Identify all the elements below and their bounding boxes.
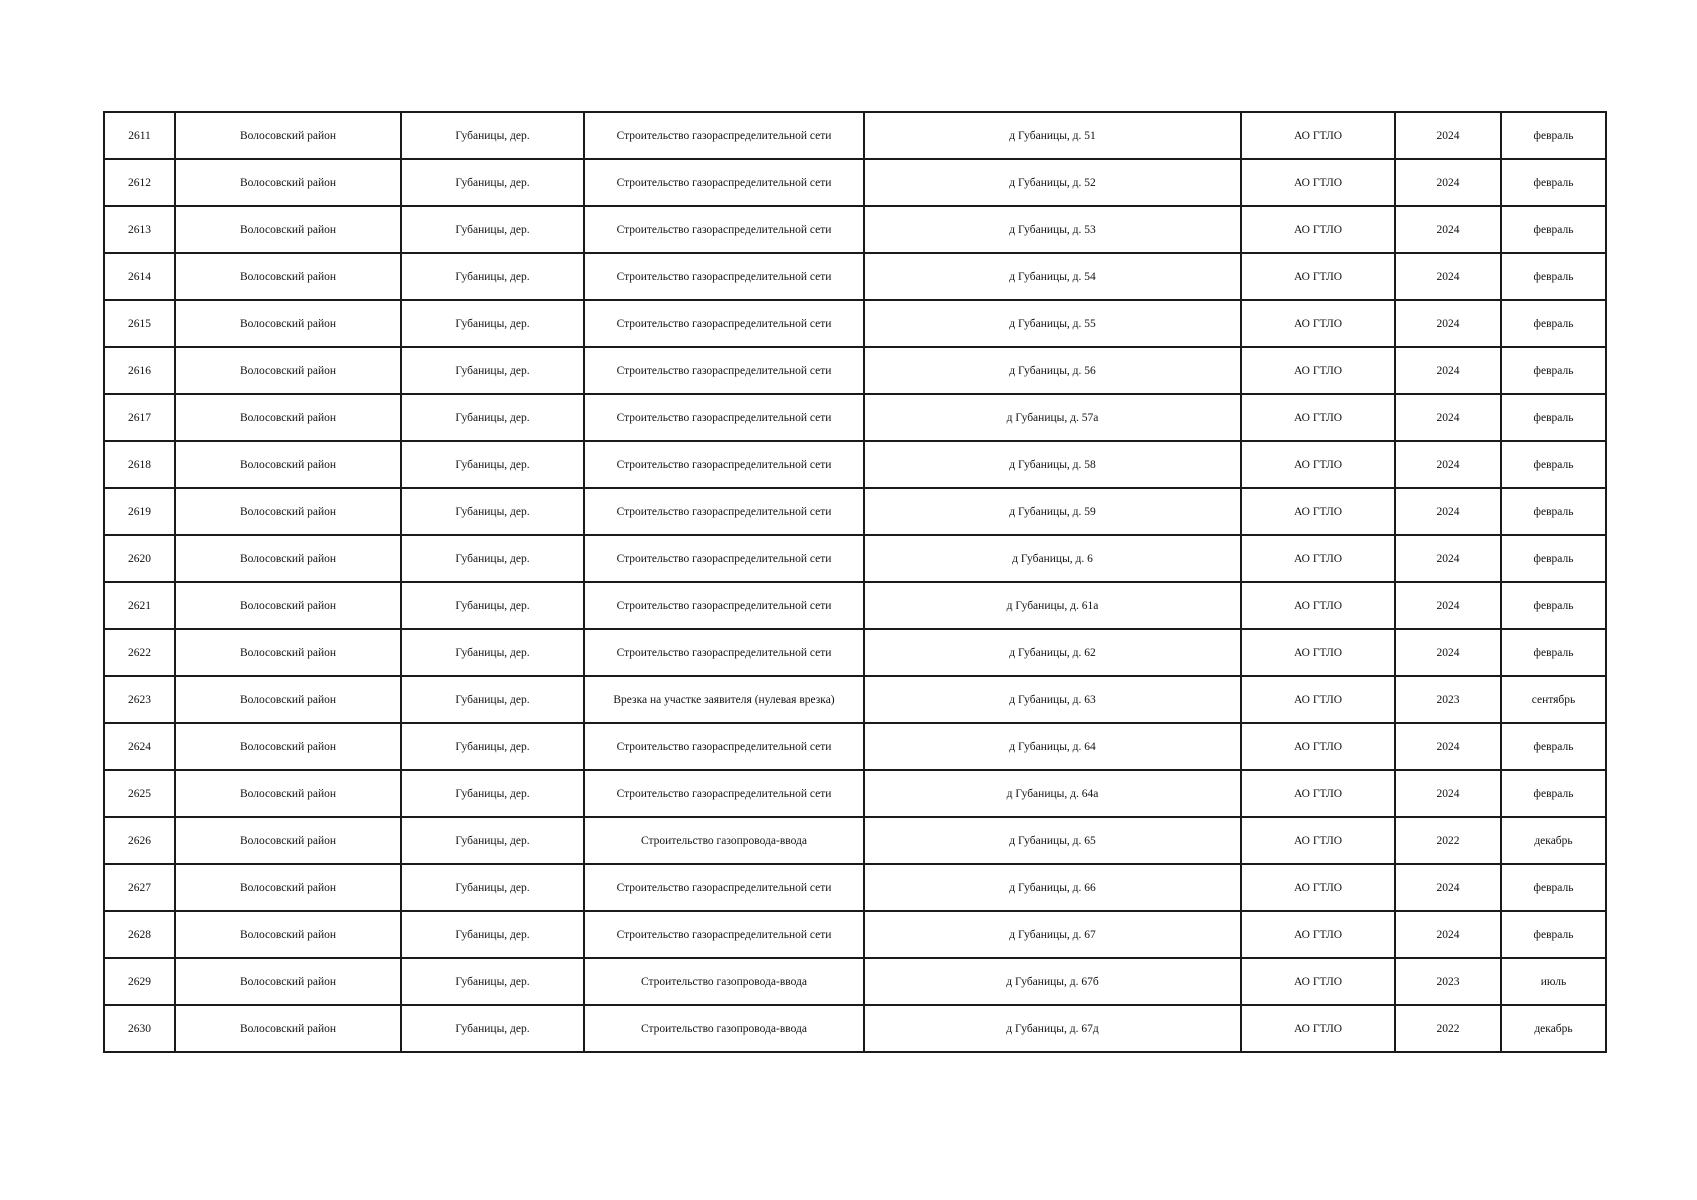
- cell-row-number: 2626: [104, 817, 175, 864]
- cell-address: д Губаницы, д. 56: [864, 347, 1241, 394]
- gas-connection-table: [103, 111, 1607, 1053]
- cell-settlement: Губаницы, дер.: [401, 394, 584, 441]
- cell-month: февраль: [1501, 206, 1606, 253]
- table-row: [104, 112, 1606, 159]
- cell-settlement: Губаницы, дер.: [401, 817, 584, 864]
- table-row: [104, 911, 1606, 958]
- cell-work-type: Строительство газораспределительной сети: [584, 206, 864, 253]
- cell-organization: АО ГТЛО: [1241, 770, 1395, 817]
- cell-row-number: 2611: [104, 112, 175, 159]
- cell-work-type: Строительство газораспределительной сети: [584, 629, 864, 676]
- cell-year: 2024: [1395, 112, 1501, 159]
- cell-district: Волосовский район: [175, 582, 401, 629]
- cell-row-number: 2621: [104, 582, 175, 629]
- cell-year: 2024: [1395, 441, 1501, 488]
- cell-district: Волосовский район: [175, 958, 401, 1005]
- cell-organization: АО ГТЛО: [1241, 488, 1395, 535]
- cell-row-number: 2617: [104, 394, 175, 441]
- table-row: [104, 394, 1606, 441]
- cell-year: 2024: [1395, 535, 1501, 582]
- cell-work-type: Строительство газораспределительной сети: [584, 864, 864, 911]
- cell-year: 2024: [1395, 911, 1501, 958]
- cell-district: Волосовский район: [175, 441, 401, 488]
- cell-district: Волосовский район: [175, 770, 401, 817]
- cell-month: февраль: [1501, 723, 1606, 770]
- cell-month: февраль: [1501, 300, 1606, 347]
- cell-settlement: Губаницы, дер.: [401, 723, 584, 770]
- cell-year: 2024: [1395, 300, 1501, 347]
- cell-month: февраль: [1501, 347, 1606, 394]
- cell-month: февраль: [1501, 770, 1606, 817]
- cell-district: Волосовский район: [175, 253, 401, 300]
- cell-address: д Губаницы, д. 66: [864, 864, 1241, 911]
- cell-settlement: Губаницы, дер.: [401, 676, 584, 723]
- cell-month: февраль: [1501, 629, 1606, 676]
- cell-row-number: 2629: [104, 958, 175, 1005]
- cell-district: Волосовский район: [175, 1005, 401, 1052]
- cell-settlement: Губаницы, дер.: [401, 347, 584, 394]
- cell-work-type: Строительство газораспределительной сети: [584, 441, 864, 488]
- table-row: [104, 864, 1606, 911]
- cell-organization: АО ГТЛО: [1241, 300, 1395, 347]
- table-row: [104, 629, 1606, 676]
- cell-district: Волосовский район: [175, 112, 401, 159]
- cell-year: 2024: [1395, 206, 1501, 253]
- cell-work-type: Строительство газораспределительной сети: [584, 723, 864, 770]
- cell-work-type: Строительство газораспределительной сети: [584, 535, 864, 582]
- cell-organization: АО ГТЛО: [1241, 159, 1395, 206]
- cell-settlement: Губаницы, дер.: [401, 1005, 584, 1052]
- table-row: [104, 817, 1606, 864]
- cell-work-type: Строительство газораспределительной сети: [584, 300, 864, 347]
- cell-settlement: Губаницы, дер.: [401, 911, 584, 958]
- cell-settlement: Губаницы, дер.: [401, 770, 584, 817]
- cell-address: д Губаницы, д. 65: [864, 817, 1241, 864]
- cell-work-type: Строительство газораспределительной сети: [584, 112, 864, 159]
- cell-address: д Губаницы, д. 51: [864, 112, 1241, 159]
- cell-settlement: Губаницы, дер.: [401, 441, 584, 488]
- cell-work-type: Строительство газопровода-ввода: [584, 817, 864, 864]
- cell-year: 2024: [1395, 723, 1501, 770]
- cell-month: февраль: [1501, 394, 1606, 441]
- cell-district: Волосовский район: [175, 347, 401, 394]
- cell-settlement: Губаницы, дер.: [401, 488, 584, 535]
- cell-district: Волосовский район: [175, 817, 401, 864]
- cell-month: сентябрь: [1501, 676, 1606, 723]
- cell-organization: АО ГТЛО: [1241, 676, 1395, 723]
- cell-address: д Губаницы, д. 59: [864, 488, 1241, 535]
- cell-settlement: Губаницы, дер.: [401, 629, 584, 676]
- cell-year: 2022: [1395, 817, 1501, 864]
- cell-address: д Губаницы, д. 63: [864, 676, 1241, 723]
- cell-settlement: Губаницы, дер.: [401, 159, 584, 206]
- table-body: [104, 112, 1606, 1052]
- cell-row-number: 2615: [104, 300, 175, 347]
- cell-address: д Губаницы, д. 6: [864, 535, 1241, 582]
- cell-settlement: Губаницы, дер.: [401, 535, 584, 582]
- table-row: [104, 159, 1606, 206]
- cell-district: Волосовский район: [175, 394, 401, 441]
- cell-organization: АО ГТЛО: [1241, 864, 1395, 911]
- cell-month: июль: [1501, 958, 1606, 1005]
- cell-year: 2024: [1395, 770, 1501, 817]
- cell-organization: АО ГТЛО: [1241, 723, 1395, 770]
- table-row: [104, 206, 1606, 253]
- cell-organization: АО ГТЛО: [1241, 112, 1395, 159]
- cell-year: 2024: [1395, 347, 1501, 394]
- cell-address: д Губаницы, д. 61а: [864, 582, 1241, 629]
- cell-work-type: Строительство газопровода-ввода: [584, 1005, 864, 1052]
- cell-address: д Губаницы, д. 67: [864, 911, 1241, 958]
- table-row: [104, 300, 1606, 347]
- cell-organization: АО ГТЛО: [1241, 582, 1395, 629]
- cell-settlement: Губаницы, дер.: [401, 300, 584, 347]
- cell-work-type: Строительство газораспределительной сети: [584, 582, 864, 629]
- cell-settlement: Губаницы, дер.: [401, 958, 584, 1005]
- table-row: [104, 1005, 1606, 1052]
- cell-district: Волосовский район: [175, 300, 401, 347]
- cell-district: Волосовский район: [175, 676, 401, 723]
- cell-settlement: Губаницы, дер.: [401, 112, 584, 159]
- table-row: [104, 582, 1606, 629]
- table-row: [104, 488, 1606, 535]
- cell-year: 2024: [1395, 629, 1501, 676]
- cell-row-number: 2618: [104, 441, 175, 488]
- cell-year: 2024: [1395, 394, 1501, 441]
- cell-district: Волосовский район: [175, 159, 401, 206]
- cell-month: февраль: [1501, 488, 1606, 535]
- cell-address: д Губаницы, д. 62: [864, 629, 1241, 676]
- cell-work-type: Строительство газораспределительной сети: [584, 911, 864, 958]
- cell-year: 2023: [1395, 958, 1501, 1005]
- cell-district: Волосовский район: [175, 864, 401, 911]
- cell-address: д Губаницы, д. 64а: [864, 770, 1241, 817]
- cell-row-number: 2620: [104, 535, 175, 582]
- cell-organization: АО ГТЛО: [1241, 206, 1395, 253]
- cell-row-number: 2624: [104, 723, 175, 770]
- cell-row-number: 2619: [104, 488, 175, 535]
- cell-work-type: Строительство газораспределительной сети: [584, 770, 864, 817]
- cell-month: февраль: [1501, 112, 1606, 159]
- cell-row-number: 2623: [104, 676, 175, 723]
- cell-month: февраль: [1501, 911, 1606, 958]
- cell-month: февраль: [1501, 535, 1606, 582]
- cell-work-type: Строительство газораспределительной сети: [584, 253, 864, 300]
- cell-row-number: 2613: [104, 206, 175, 253]
- cell-organization: АО ГТЛО: [1241, 958, 1395, 1005]
- table-row: [104, 676, 1606, 723]
- cell-district: Волосовский район: [175, 629, 401, 676]
- cell-address: д Губаницы, д. 57а: [864, 394, 1241, 441]
- cell-organization: АО ГТЛО: [1241, 347, 1395, 394]
- cell-address: д Губаницы, д. 67б: [864, 958, 1241, 1005]
- cell-organization: АО ГТЛО: [1241, 253, 1395, 300]
- table-row: [104, 723, 1606, 770]
- table-row: [104, 958, 1606, 1005]
- table-row: [104, 253, 1606, 300]
- cell-address: д Губаницы, д. 67д: [864, 1005, 1241, 1052]
- cell-month: февраль: [1501, 441, 1606, 488]
- cell-work-type: Строительство газораспределительной сети: [584, 347, 864, 394]
- table-row: [104, 770, 1606, 817]
- cell-row-number: 2630: [104, 1005, 175, 1052]
- cell-row-number: 2628: [104, 911, 175, 958]
- cell-district: Волосовский район: [175, 488, 401, 535]
- cell-settlement: Губаницы, дер.: [401, 864, 584, 911]
- cell-district: Волосовский район: [175, 535, 401, 582]
- cell-district: Волосовский район: [175, 911, 401, 958]
- cell-organization: АО ГТЛО: [1241, 629, 1395, 676]
- cell-year: 2022: [1395, 1005, 1501, 1052]
- cell-organization: АО ГТЛО: [1241, 535, 1395, 582]
- cell-year: 2024: [1395, 488, 1501, 535]
- cell-settlement: Губаницы, дер.: [401, 582, 584, 629]
- cell-organization: АО ГТЛО: [1241, 911, 1395, 958]
- cell-district: Волосовский район: [175, 723, 401, 770]
- cell-year: 2024: [1395, 159, 1501, 206]
- cell-work-type: Врезка на участке заявителя (нулевая врезка): [584, 676, 864, 723]
- cell-work-type: Строительство газораспределительной сети: [584, 394, 864, 441]
- cell-row-number: 2627: [104, 864, 175, 911]
- cell-work-type: Строительство газораспределительной сети: [584, 488, 864, 535]
- cell-settlement: Губаницы, дер.: [401, 206, 584, 253]
- cell-address: д Губаницы, д. 52: [864, 159, 1241, 206]
- cell-address: д Губаницы, д. 53: [864, 206, 1241, 253]
- cell-row-number: 2616: [104, 347, 175, 394]
- cell-settlement: Губаницы, дер.: [401, 253, 584, 300]
- cell-district: Волосовский район: [175, 206, 401, 253]
- cell-month: декабрь: [1501, 1005, 1606, 1052]
- cell-row-number: 2612: [104, 159, 175, 206]
- cell-month: февраль: [1501, 864, 1606, 911]
- cell-year: 2024: [1395, 582, 1501, 629]
- cell-month: февраль: [1501, 159, 1606, 206]
- cell-year: 2023: [1395, 676, 1501, 723]
- cell-year: 2024: [1395, 253, 1501, 300]
- table-row: [104, 441, 1606, 488]
- table-row: [104, 535, 1606, 582]
- cell-address: д Губаницы, д. 54: [864, 253, 1241, 300]
- cell-address: д Губаницы, д. 55: [864, 300, 1241, 347]
- cell-year: 2024: [1395, 864, 1501, 911]
- cell-month: февраль: [1501, 582, 1606, 629]
- cell-month: декабрь: [1501, 817, 1606, 864]
- cell-work-type: Строительство газопровода-ввода: [584, 958, 864, 1005]
- cell-address: д Губаницы, д. 58: [864, 441, 1241, 488]
- cell-organization: АО ГТЛО: [1241, 1005, 1395, 1052]
- table-row: [104, 347, 1606, 394]
- cell-address: д Губаницы, д. 64: [864, 723, 1241, 770]
- cell-row-number: 2614: [104, 253, 175, 300]
- cell-row-number: 2622: [104, 629, 175, 676]
- cell-organization: АО ГТЛО: [1241, 817, 1395, 864]
- cell-month: февраль: [1501, 253, 1606, 300]
- cell-work-type: Строительство газораспределительной сети: [584, 159, 864, 206]
- cell-row-number: 2625: [104, 770, 175, 817]
- cell-organization: АО ГТЛО: [1241, 441, 1395, 488]
- cell-organization: АО ГТЛО: [1241, 394, 1395, 441]
